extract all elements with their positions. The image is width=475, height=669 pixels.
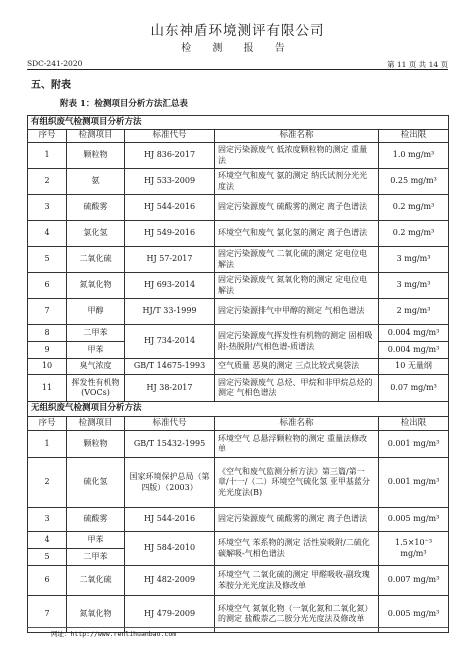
row-item: 氮氧化物 bbox=[67, 596, 125, 633]
table-row bbox=[28, 458, 449, 508]
row-no: 4 bbox=[28, 532, 67, 549]
row-name: 固定污染源废气 二氧化硫的测定 定电位电解法 bbox=[215, 247, 379, 273]
col-header-item: 检测项目 bbox=[67, 417, 125, 431]
row-code: HJ 836-2017 bbox=[125, 143, 215, 169]
row-item: 硫酸雾 bbox=[67, 195, 125, 221]
row-item: 硫酸雾 bbox=[67, 508, 125, 532]
row-item: 颗粒物 bbox=[67, 431, 125, 458]
report-number: SDC-241-2020 bbox=[27, 59, 83, 68]
row-limit: 0.005 mg/m³ bbox=[379, 596, 449, 633]
row-item: 氮氧化物 bbox=[67, 273, 125, 299]
table-row bbox=[28, 221, 449, 247]
row-limit: 1.0 mg/m³ bbox=[379, 143, 449, 169]
row-name: 环境空气 总悬浮颗粒物的测定 重量法修改单 bbox=[215, 431, 379, 458]
row-name: 固定污染源废气挥发性有机物的测定 固相吸附-热脱附/气相色谱-质谱法 bbox=[215, 325, 379, 359]
row-limit: 0.2 mg/m³ bbox=[379, 195, 449, 221]
row-no: 5 bbox=[28, 247, 67, 273]
row-no: 2 bbox=[28, 169, 67, 195]
row-code: HJ 544-2016 bbox=[125, 195, 215, 221]
table-row bbox=[28, 247, 449, 273]
table-row bbox=[28, 508, 449, 532]
row-limit: 3 mg/m³ bbox=[379, 273, 449, 299]
row-no: 4 bbox=[28, 221, 67, 247]
col-header-name: 标准名称 bbox=[215, 417, 379, 431]
row-name: 环境空气 苯系物的测定 活性炭吸附/二硫化碳解吸-气相色谱法 bbox=[215, 532, 379, 566]
row-item: 挥发性有机物(VOCs) bbox=[67, 375, 125, 402]
report-subtitle: 检 测 报 告 bbox=[181, 43, 294, 54]
row-item: 二甲苯 bbox=[67, 549, 125, 566]
row-no: 10 bbox=[28, 359, 67, 375]
col-header-limit: 检出限 bbox=[379, 417, 449, 431]
section-title: 五、附表 bbox=[31, 80, 71, 91]
page-info: 第 11 页 共 14 页 bbox=[386, 60, 448, 69]
row-item: 硫化氢 bbox=[67, 458, 125, 508]
row-item: 二氧化硫 bbox=[67, 247, 125, 273]
row-name: 空气质量 恶臭的测定 三点比较式臭袋法 bbox=[215, 359, 379, 375]
row-code: HJ 693-2014 bbox=[125, 273, 215, 299]
table-row bbox=[28, 143, 449, 169]
row-no: 2 bbox=[28, 458, 67, 508]
row-name: 环境空气和废气 氯化氢的测定 离子色谱法 bbox=[215, 221, 379, 247]
row-limit: 0.004 mg/m³ bbox=[379, 325, 449, 342]
row-item: 臭气浓度 bbox=[67, 359, 125, 375]
row-no: 6 bbox=[28, 273, 67, 299]
row-item: 甲苯 bbox=[67, 342, 125, 359]
row-limit: 0.25 mg/m³ bbox=[379, 169, 449, 195]
row-limit: 0.07 mg/m³ bbox=[379, 375, 449, 402]
col-header-limit: 检出限 bbox=[379, 130, 449, 143]
row-code: HJ 57-2017 bbox=[125, 247, 215, 273]
row-limit: 0.001 mg/m³ bbox=[379, 458, 449, 508]
table-row bbox=[28, 169, 449, 195]
col-header-no: 序号 bbox=[28, 130, 67, 143]
row-item: 颗粒物 bbox=[67, 143, 125, 169]
row-no: 8 bbox=[28, 325, 67, 342]
table-row bbox=[28, 431, 449, 458]
col-header-code: 标准代号 bbox=[125, 417, 215, 431]
row-limit: 0.2 mg/m³ bbox=[379, 221, 449, 247]
col-header-item: 检测项目 bbox=[67, 130, 125, 143]
footer-divider bbox=[27, 627, 448, 628]
row-code: HJ 584-2010 bbox=[125, 532, 215, 566]
row-code: HJ 38-2017 bbox=[125, 375, 215, 402]
row-name: 环境空气 二氧化硫的测定 甲醛吸收-副玫瑰苯胺分光光度法及修改单 bbox=[215, 566, 379, 596]
row-code: HJ/T 33-1999 bbox=[125, 299, 215, 325]
table-caption: 附表 1：检测项目分析方法汇总表 bbox=[60, 99, 188, 109]
organized-section-title: 有组织废气检测项目分析方法 bbox=[28, 116, 449, 130]
row-no: 7 bbox=[28, 596, 67, 633]
table-row bbox=[28, 273, 449, 299]
row-name: 环境空气 氮氧化物（一氧化氮和二氧化氮）的测定 盐酸萘乙二胺分光光度法及修改单 bbox=[215, 596, 379, 633]
row-code: GB/T 14675-1993 bbox=[125, 359, 215, 375]
unorganized-section-title: 无组织废气检测项目分析方法 bbox=[28, 402, 449, 417]
table-row bbox=[28, 325, 449, 342]
row-no: 11 bbox=[28, 375, 67, 402]
col-header-no: 序号 bbox=[28, 417, 67, 431]
table-row bbox=[28, 532, 449, 549]
row-name: 固定污染源废气 低浓度颗粒物的测定 重量法 bbox=[215, 143, 379, 169]
table-row bbox=[28, 299, 449, 325]
row-code: GB/T 15432-1995 bbox=[125, 431, 215, 458]
row-no: 9 bbox=[28, 342, 67, 359]
row-no: 7 bbox=[28, 299, 67, 325]
row-limit: 0.007 mg/m³ bbox=[379, 566, 449, 596]
row-code: HJ 549-2016 bbox=[125, 221, 215, 247]
row-item: 二氧化硫 bbox=[67, 566, 125, 596]
table-row bbox=[28, 195, 449, 221]
row-item: 甲醇 bbox=[67, 299, 125, 325]
col-header-name: 标准名称 bbox=[215, 130, 379, 143]
row-limit: 1.5×10⁻³ mg/m³ bbox=[379, 532, 449, 566]
row-no: 1 bbox=[28, 431, 67, 458]
row-no: 3 bbox=[28, 195, 67, 221]
row-limit: 0.004 mg/m³ bbox=[379, 342, 449, 359]
row-no: 3 bbox=[28, 508, 67, 532]
row-name: 固定污染源排气中甲醇的测定 气相色谱法 bbox=[215, 299, 379, 325]
row-name: 固定污染源废气 硫酸雾的测定 离子色谱法 bbox=[215, 195, 379, 221]
row-item: 氯化氢 bbox=[67, 221, 125, 247]
row-code: HJ 533-2009 bbox=[125, 169, 215, 195]
company-name: 山东神盾环境测评有限公司 bbox=[150, 23, 325, 39]
row-name: 固定污染源废气 氮氧化物的测定 定电位电解法 bbox=[215, 273, 379, 299]
row-no: 1 bbox=[28, 143, 67, 169]
row-code: HJ 734-2014 bbox=[125, 325, 215, 359]
analysis-method-table bbox=[27, 115, 449, 633]
row-limit: 0.001 mg/m³ bbox=[379, 431, 449, 458]
row-name: 《空气和废气监测分析方法》第三篇/第一章/十一/（二）环境空气硫化氢 亚甲基蓝分光光度法(B) bbox=[215, 458, 379, 508]
table-row bbox=[28, 375, 449, 402]
row-item: 二甲苯 bbox=[67, 325, 125, 342]
row-no: 6 bbox=[28, 566, 67, 596]
row-no: 5 bbox=[28, 549, 67, 566]
row-name: 环境空气和废气 氨的测定 纳氏试剂分光光度法 bbox=[215, 169, 379, 195]
row-code: HJ 479-2009 bbox=[125, 596, 215, 633]
row-name: 固定污染源废气 硫酸雾的测定 离子色谱法 bbox=[215, 508, 379, 532]
row-limit: 3 mg/m³ bbox=[379, 247, 449, 273]
header-divider bbox=[27, 69, 448, 70]
table-row bbox=[28, 359, 449, 375]
row-code: HJ 544-2016 bbox=[125, 508, 215, 532]
row-name: 固定污染源废气 总烃、甲烷和非甲烷总烃的测定 气相色谱法 bbox=[215, 375, 379, 402]
table-row bbox=[28, 566, 449, 596]
row-limit: 0.005 mg/m³ bbox=[379, 508, 449, 532]
row-limit: 10 无量纲 bbox=[379, 359, 449, 375]
row-item: 氨 bbox=[67, 169, 125, 195]
row-code: HJ 482-2009 bbox=[125, 566, 215, 596]
col-header-code: 标准代号 bbox=[125, 130, 215, 143]
row-code: 国家环境保护总局（第四版）（2003） bbox=[125, 458, 215, 508]
row-item: 甲苯 bbox=[67, 532, 125, 549]
footer-website: 网址：http://www.renlihuanbao.com bbox=[51, 630, 177, 638]
row-limit: 2 mg/m³ bbox=[379, 299, 449, 325]
